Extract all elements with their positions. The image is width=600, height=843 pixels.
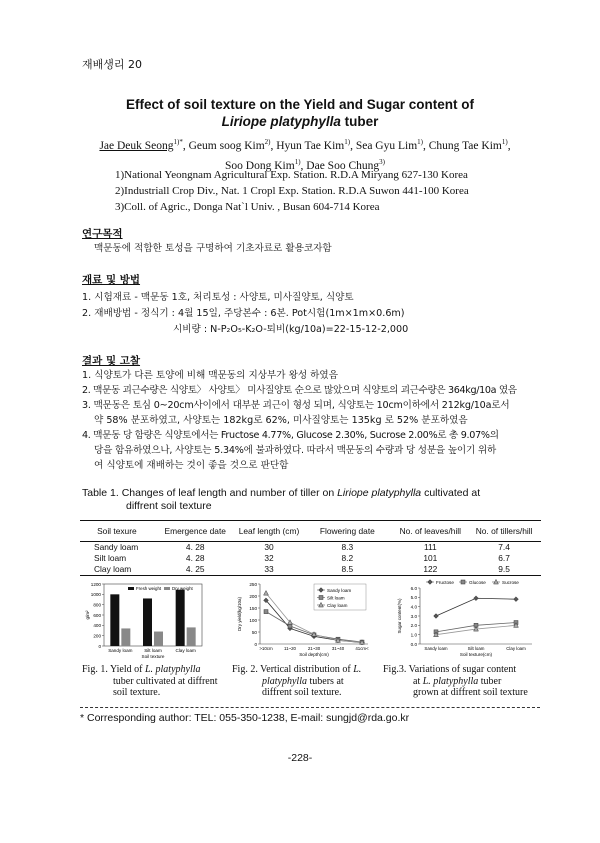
table-row [80, 553, 541, 564]
legend-label: Dry weight [172, 586, 193, 591]
author-affiliation-mark: 1)* [173, 138, 183, 146]
title-line-2 [60, 113, 540, 130]
fig3-line2-pre: at [413, 675, 423, 687]
x-tick-label: Clay loam [506, 646, 526, 651]
y-tick-label: 200 [93, 633, 101, 639]
fig2-caption [232, 664, 361, 699]
y-axis-label: Dry yield(kg/10a) [237, 596, 242, 632]
x-axis-label: Soil texture [141, 654, 165, 659]
y-tick-label: 200 [249, 593, 257, 599]
affiliation-3: 3)Coll. of Agric., Donga Nat`l Univ. , Busan 604-714 Korea [115, 201, 380, 213]
y-tick-label: 0 [254, 641, 257, 647]
table-row [80, 542, 541, 554]
x-tick-label: 21~30 [307, 646, 321, 651]
x-tick-label: Sandy loam [424, 646, 448, 651]
fig1-caption [82, 664, 218, 699]
legend-label: Fructose [436, 579, 454, 585]
col-header-emergence: Emergence date [154, 521, 237, 542]
col-header-leaves: No. of leaves/hill [393, 521, 467, 542]
table-cell: 8.5 [301, 564, 393, 576]
x-tick-label: 41cm< [355, 646, 369, 651]
methods-heading: 재료 및 방법 [82, 274, 141, 286]
y-tick-label: 800 [93, 602, 101, 608]
fig1-label: Fig. 1. [82, 664, 108, 675]
fig3-species: L. platyphylla [422, 675, 479, 687]
table-cell: 6.7 [498, 553, 510, 563]
page-number: -228- [287, 752, 313, 764]
table-cell: 7.4 [498, 542, 510, 552]
affiliation-1: 1)National Yeongnam Agricultural Exp. Station. R.D.A Miryang 627-130 Korea [115, 169, 468, 181]
bar [110, 594, 119, 646]
y-tick-label: 600 [93, 612, 101, 618]
author-line-1 [70, 134, 540, 154]
bar [121, 628, 130, 646]
results-line-4: 약 58% 분포하였고, 사양토는 182kg로 62%, 미사질양토는 135kg 로 52% 분포하였음 [94, 415, 468, 426]
author-name: , Hyun Tae Kim [270, 139, 345, 152]
x-tick-label: Clay loam [175, 648, 196, 653]
fig1-caption-line-2: tuber cultivated at diffrent [113, 675, 218, 687]
data-point [264, 591, 269, 596]
legend-swatch [128, 587, 134, 590]
table-cell: 30 [264, 542, 274, 552]
legend-label: Sandy loam [327, 587, 352, 593]
fig2-species: L. [353, 664, 362, 675]
methods-line-1: 1. 시험재료 - 맥문동 1호, 처리토성 : 사양토, 미사질양토, 식양토 [82, 292, 354, 303]
fig3-pre: Variations of sugar content [406, 664, 517, 675]
y-tick-label: 2.0 [410, 623, 417, 629]
results-line-3: 3. 맥문동은 토심 0~20cm사이에서 대부분 괴근이 형성 되며, 식양토는 10cm이하에서 212kg/10a로서 [82, 400, 510, 411]
results-table [80, 520, 541, 576]
results-line-7: 여 식양토에 재배하는 것이 좋을 것으로 판단함 [94, 460, 289, 471]
fig2-caption-line-3: diffrent soil texture. [262, 687, 342, 698]
legend-swatch [164, 587, 170, 590]
title-tail: tuber [340, 114, 379, 129]
x-axis-label: Soil texture(cm) [459, 652, 493, 657]
author-affiliation-mark: 2) [264, 138, 271, 146]
x-axis-label: Soil depth(cm) [299, 652, 329, 657]
author-affiliation-mark: 3) [379, 157, 385, 166]
x-tick-label: Silt loam [467, 646, 485, 651]
fig3-label: Fig.3. [383, 664, 407, 675]
legend-marker [461, 580, 465, 584]
fig2-caption-line-2 [232, 676, 361, 688]
author-affiliation-mark: 1) [344, 138, 351, 146]
sugar-line-chart [396, 578, 536, 660]
table-caption-species: Liriope platyphylla [337, 487, 422, 499]
fig3-caption [383, 664, 528, 699]
table-cell: 9.5 [467, 564, 541, 576]
fig2-label: Fig. 2. [232, 664, 258, 675]
table-cell: Sandy loam [94, 542, 139, 552]
corresponding-author: * Corresponding author: TEL: 055-350-1238, E-mail: sungjd@rda.go.kr [80, 712, 410, 724]
table-caption-pre: Table 1. Changes of leaf length and number of tiller on [82, 487, 338, 499]
methods-line-3: 시비량 : N-P₂O₅-K₂O-퇴비(kg/10a)=22-15-12-2,000 [173, 324, 409, 335]
methods-line-2: 2. 재배방법 - 정식기 : 4월 15일, 주당본수 : 6본. Pot시험(1m×1m×0.6m) [82, 308, 405, 319]
title-species: Liriope platyphylla [221, 114, 341, 129]
fig3-rest: tuber [478, 675, 502, 687]
footnote-divider [80, 707, 540, 708]
table-header-row [80, 521, 541, 542]
table-cell: Silt loam [94, 553, 127, 563]
fig2-pre: Vertical distribution of [257, 664, 354, 675]
bar [143, 598, 152, 646]
data-point [264, 610, 268, 614]
x-tick-label: Silt loam [144, 648, 162, 653]
yield-bar-chart [84, 578, 214, 660]
author-name: Soo Dong Kim [225, 159, 295, 172]
author-affiliation-mark: 1) [417, 138, 423, 146]
purpose-text: 맥문동에 적합한 토성을 구명하여 기초자료로 활용코자함 [94, 243, 332, 254]
results-heading: 결과 및 고찰 [82, 355, 141, 367]
table-caption-line-1 [82, 487, 480, 500]
author-name: , Geum soog Kim [182, 139, 265, 152]
data-point [434, 614, 439, 619]
fig2-caption-line-1 [232, 664, 361, 676]
y-tick-label: 1000 [90, 592, 101, 598]
x-tick-label: >10cm [259, 646, 273, 651]
table-row [80, 564, 541, 576]
table-cell: 4. 25 [154, 564, 237, 576]
x-tick-label: Sandy loam [108, 648, 133, 653]
table-cell: 101 [423, 553, 438, 563]
author-name: , [507, 139, 511, 152]
affiliations [115, 167, 469, 215]
data-point [514, 597, 519, 602]
fig2-species-2: platyphylla [262, 675, 307, 687]
y-tick-label: 150 [249, 605, 257, 611]
affiliation-2: 2)Industriall Crop Div., Nat. 1 Cropl Exp. Station. R.D.A Suwon 441-100 Korea [115, 185, 469, 197]
legend-label: Sucrose [502, 579, 519, 585]
table-cell: 4. 28 [185, 553, 205, 563]
legend-label: Glucose [469, 579, 486, 585]
table-cell: 33 [237, 564, 302, 576]
author-name: , Chung Tae Kim [423, 139, 502, 152]
table-caption [82, 487, 480, 513]
results-line-1: 1. 식양토가 다른 토양에 비해 맥문동의 지상부가 왕성 하였음 [82, 370, 338, 381]
session-header: 재배생리 20 [82, 58, 142, 71]
table-cell: 32 [264, 553, 274, 563]
author-affiliation-mark: 1) [294, 157, 301, 166]
col-header-soil: Soil texure [80, 521, 154, 542]
fig2-rest: tubers at [307, 675, 344, 687]
y-tick-label: 250 [249, 581, 257, 587]
table-cell: 8.3 [341, 542, 354, 552]
fig1-pre: Yield of [107, 664, 145, 675]
bar [154, 632, 163, 646]
author-name: , Sea Gyu Lim [350, 139, 418, 152]
table-caption-line-2: diffrent soil texture [126, 500, 212, 512]
y-tick-label: 100 [249, 617, 257, 623]
table-cell: 8.2 [341, 553, 354, 563]
y-tick-label: 1200 [90, 581, 101, 587]
legend-marker [319, 596, 323, 600]
results-line-5: 4. 맥문동 당 함량은 식양토에서는 Fructose 4.77%, Glucose 2.30%, Sucrose 2.00%로 총 9.07%의 [82, 430, 499, 441]
col-header-flowering: Flowering date [301, 521, 393, 542]
bar [176, 590, 185, 646]
fig3-caption-line-2 [383, 676, 528, 688]
legend-label: Clay loam [327, 602, 348, 608]
y-axis-label: g/m² [85, 610, 90, 620]
y-axis-label: Sugar content(%) [397, 598, 402, 634]
fig1-caption-line-3: soil texture. [113, 687, 161, 698]
author-name: , Dae Soo Chung [300, 159, 380, 172]
author-name: Jae Deuk Seong [99, 139, 174, 152]
author-affiliation-mark: 1) [501, 138, 508, 146]
table-cell: 122 [393, 564, 467, 576]
results-line-6: 당을 함유하였으나, 사양토는 5.34%에 불과하였다. 따라서 맥문동의 수량과 당 성분을 높이기 위하 [94, 445, 497, 456]
y-tick-label: 6.0 [410, 585, 417, 591]
table-caption-post: cultivated at [421, 487, 481, 499]
purpose-heading: 연구목적 [82, 228, 123, 240]
y-tick-label: 3.0 [410, 613, 417, 619]
x-tick-label: 11~20 [283, 646, 297, 651]
y-tick-label: 400 [93, 623, 101, 629]
y-tick-label: 4.0 [410, 604, 417, 610]
fig1-species: L. platyphylla [144, 664, 201, 675]
table-cell: 4. 28 [185, 542, 205, 552]
fig3-caption-line-1 [383, 664, 528, 676]
bar [187, 627, 196, 646]
fig3-caption-line-3: grown at diffrent soil texture [413, 687, 528, 698]
y-tick-label: 1.0 [410, 632, 417, 638]
y-tick-label: 50 [251, 629, 257, 635]
paper-title [60, 96, 540, 130]
fig1-caption-line-1 [82, 664, 218, 676]
table-cell: Clay loam [80, 564, 154, 576]
x-tick-label: 31~40 [331, 646, 345, 651]
legend-label: Fresh weight [136, 586, 162, 591]
table-cell: 111 [423, 542, 437, 552]
data-point [474, 596, 479, 601]
col-header-tillers: No. of tillers/hill [467, 521, 541, 542]
title-line-1: Effect of soil texture on the Yield and Sugar content of [125, 97, 475, 112]
col-header-leaf-length: Leaf length (cm) [237, 521, 302, 542]
legend-marker [428, 580, 433, 585]
depth-line-chart [236, 578, 374, 660]
y-tick-label: 0.0 [410, 641, 417, 647]
y-tick-label: 5.0 [410, 595, 417, 601]
y-tick-label: 0 [98, 643, 101, 649]
results-line-2: 2. 맥문동 괴근수량은 식양토〉 사양토〉 미사질양토 순으로 많았으며 식양토의 괴근수량은 364kg/10a 였음 [82, 385, 517, 396]
legend-label: Silt loam [327, 595, 345, 601]
